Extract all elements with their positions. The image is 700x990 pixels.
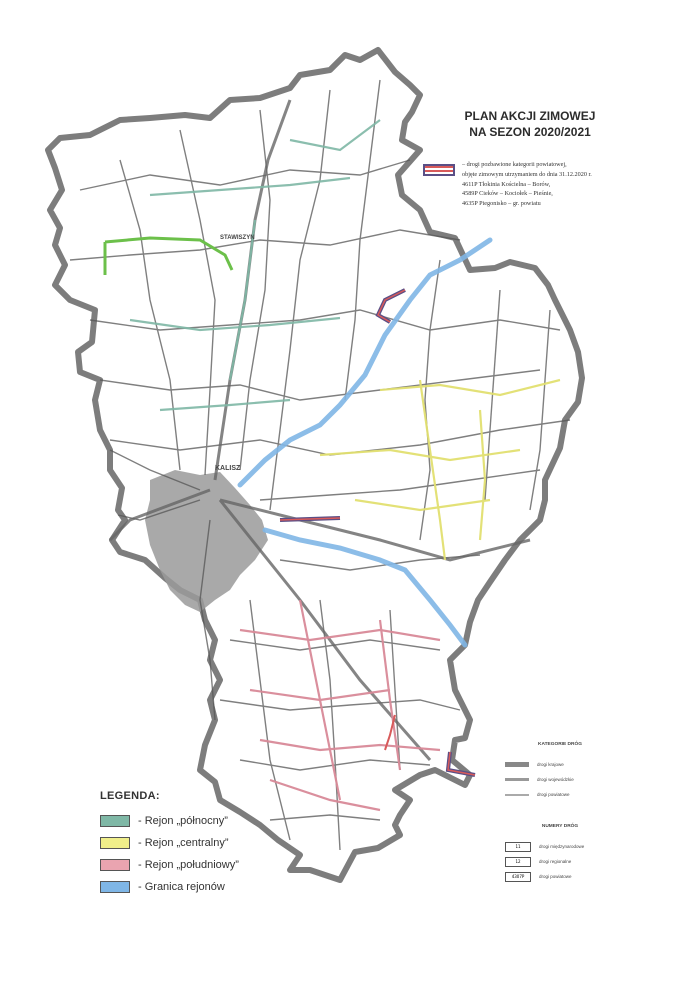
legend-swatch-north (100, 815, 130, 827)
road-number-label: drogi międzynarodowe (539, 844, 585, 849)
road-category-label: drogi wojewódzkie (537, 777, 574, 782)
road-category-legend (505, 742, 615, 884)
legend-swatch-central (100, 837, 130, 849)
road-category-voivodeship (505, 772, 615, 787)
road-category-heading: KATEGORIE DRÓG (538, 742, 582, 747)
legend-label-south: - Rejon „południowy” (138, 859, 239, 871)
legend-label-central: - Rejon „centralny” (138, 837, 229, 849)
decategorized-road-swatch (423, 164, 455, 176)
town-label-kalisz: KALISZ (215, 465, 241, 472)
road-category-county (505, 787, 615, 802)
road-number-badge: 4307P (505, 872, 531, 882)
map-title-line-1: PLAN AKCJI ZIMOWEJ (464, 109, 596, 123)
legend-item-north (100, 810, 300, 832)
legend-swatch-south (100, 859, 130, 871)
national-road-swatch (505, 762, 529, 767)
legend-item-central (100, 832, 300, 854)
note-line-4: 4589P Cieków – Kociołek – Pieśnie, (462, 190, 553, 198)
map-title-line-2: NA SEZON 2020/2021 (469, 125, 591, 139)
legend-label-boundary: - Granica rejonów (138, 881, 225, 893)
legend-swatch-boundary (100, 881, 130, 893)
map-legend (100, 790, 300, 898)
road-category-national (505, 757, 615, 772)
legend-label-north: - Rejon „północny” (138, 815, 228, 827)
road-numbering-heading: NUMERY DRÓG (541, 824, 579, 829)
road-number-international (505, 839, 615, 854)
road-number-regional (505, 854, 615, 869)
county-road-swatch (505, 794, 529, 796)
road-number-label: drogi powiatowe (539, 874, 572, 879)
road-number-badge: 12 (505, 857, 531, 867)
voivodeship-road-swatch (505, 778, 529, 781)
road-number-county (505, 869, 615, 884)
road-category-label: drogi powiatowe (537, 792, 570, 797)
note-line-1: – drogi pozbawione kategorii powiatowej, (462, 161, 567, 168)
decategorized-roads-note (462, 160, 632, 209)
note-line-3: 4611P Tłokinia Kościelna – Borów, (462, 180, 551, 188)
map-title (455, 108, 605, 140)
legend-item-south (100, 854, 300, 876)
road-number-badge: 11 (505, 842, 531, 852)
note-line-5: 4635P Piegonisko – gr. powiatu (462, 200, 541, 208)
note-line-2: objęte zimowym utrzymaniem do dnia 31.12.2020 r. (462, 170, 592, 178)
legend-item-boundary (100, 876, 300, 898)
legend-title: LEGENDA: (100, 790, 160, 802)
town-label-stawiszyn: STAWISZYN (220, 235, 255, 241)
road-number-label: drogi regionalne (539, 859, 572, 864)
road-category-label: drogi krajowe (537, 762, 564, 767)
